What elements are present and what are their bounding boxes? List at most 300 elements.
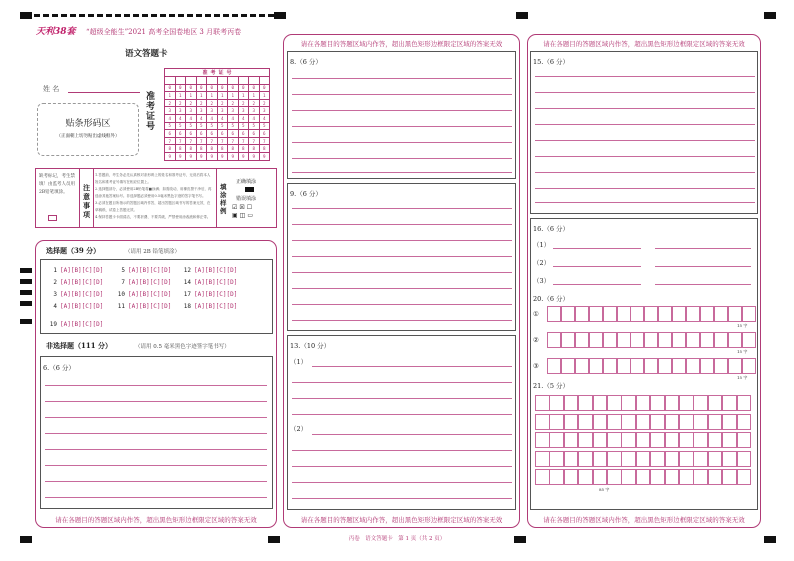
answer-line[interactable] — [535, 172, 755, 173]
answer-line[interactable] — [535, 188, 755, 189]
exam-id-bubble[interactable]: 9 — [175, 152, 186, 160]
char-box[interactable] — [607, 469, 622, 485]
char-box[interactable] — [737, 451, 752, 467]
char-box[interactable] — [547, 332, 561, 348]
exam-id-write-cell[interactable] — [207, 77, 218, 85]
answer-options[interactable]: [A][B][C][D] — [194, 267, 238, 274]
exam-id-bubble[interactable]: 5 — [196, 122, 207, 130]
answer-line[interactable] — [292, 158, 512, 159]
exam-id-bubble[interactable]: 2 — [228, 99, 239, 107]
char-box[interactable] — [722, 451, 737, 467]
char-box[interactable] — [665, 469, 680, 485]
exam-id-bubble[interactable]: 1 — [165, 92, 176, 100]
exam-id-bubble[interactable]: 8 — [259, 145, 270, 153]
exam-id-bubble[interactable]: 3 — [186, 107, 197, 115]
answer-line[interactable] — [45, 481, 267, 482]
q9-answer-box[interactable] — [287, 183, 516, 331]
exam-id-bubble[interactable]: 6 — [259, 130, 270, 138]
exam-id-bubble[interactable]: 1 — [186, 92, 197, 100]
answer-line[interactable] — [535, 108, 755, 109]
answer-line[interactable] — [45, 417, 267, 418]
exam-id-bubble[interactable]: 3 — [259, 107, 270, 115]
char-box[interactable] — [593, 414, 608, 430]
answer-options[interactable]: [A][B][C][D] — [60, 267, 104, 274]
char-box[interactable] — [575, 332, 589, 348]
answer-line[interactable] — [535, 202, 755, 203]
answer-line[interactable] — [292, 450, 512, 451]
answer-line[interactable] — [535, 92, 755, 93]
exam-id-bubble[interactable]: 7 — [186, 137, 197, 145]
char-box[interactable] — [535, 395, 550, 411]
char-box[interactable] — [578, 469, 593, 485]
char-box[interactable] — [650, 451, 665, 467]
exam-id-bubble[interactable]: 0 — [207, 84, 218, 92]
exam-id-bubble[interactable]: 7 — [165, 137, 176, 145]
exam-id-bubble[interactable]: 1 — [228, 92, 239, 100]
exam-id-bubble[interactable]: 8 — [228, 145, 239, 153]
char-box[interactable] — [630, 358, 644, 374]
char-box[interactable] — [650, 414, 665, 430]
exam-id-bubble[interactable]: 0 — [238, 84, 249, 92]
q8-answer-box[interactable] — [287, 51, 516, 179]
char-box[interactable] — [578, 432, 593, 448]
exam-id-bubble[interactable]: 6 — [196, 130, 207, 138]
choice-question[interactable] — [47, 321, 103, 328]
exam-id-bubble[interactable]: 5 — [207, 122, 218, 130]
char-box[interactable] — [636, 432, 651, 448]
answer-line[interactable] — [292, 466, 512, 467]
char-box[interactable] — [547, 306, 561, 322]
char-box[interactable] — [665, 451, 680, 467]
char-box[interactable] — [728, 306, 742, 322]
choice-question[interactable] — [181, 303, 237, 310]
exam-id-bubble[interactable]: 9 — [217, 152, 228, 160]
char-box[interactable] — [564, 395, 579, 411]
exam-id-bubble[interactable]: 0 — [249, 84, 260, 92]
exam-id-bubble[interactable]: 7 — [196, 137, 207, 145]
exam-id-bubble[interactable]: 1 — [249, 92, 260, 100]
answer-options[interactable]: [A][B][C][D] — [194, 279, 238, 286]
exam-id-bubble[interactable]: 2 — [249, 99, 260, 107]
char-box[interactable] — [742, 306, 756, 322]
char-box[interactable] — [564, 451, 579, 467]
char-box[interactable] — [714, 358, 728, 374]
exam-id-bubble[interactable]: 6 — [217, 130, 228, 138]
exam-id-bubble[interactable]: 7 — [259, 137, 270, 145]
exam-id-write-cell[interactable] — [217, 77, 228, 85]
exam-id-bubble[interactable]: 1 — [259, 92, 270, 100]
char-box[interactable] — [535, 414, 550, 430]
exam-id-bubble[interactable]: 2 — [165, 99, 176, 107]
char-box[interactable] — [693, 395, 708, 411]
char-box[interactable] — [650, 469, 665, 485]
absent-checkbox[interactable] — [48, 215, 57, 221]
exam-id-bubble[interactable]: 0 — [196, 84, 207, 92]
char-box[interactable] — [672, 358, 686, 374]
answer-options[interactable]: [A][B][C][D] — [60, 321, 104, 328]
exam-id-bubble[interactable]: 4 — [175, 114, 186, 122]
q16-to-21-answer-box[interactable] — [530, 218, 758, 510]
char-box[interactable] — [621, 432, 636, 448]
exam-id-bubble[interactable]: 9 — [238, 152, 249, 160]
exam-id-write-cell[interactable] — [228, 77, 239, 85]
char-box[interactable] — [665, 395, 680, 411]
char-box[interactable] — [603, 332, 617, 348]
answer-line[interactable] — [535, 156, 755, 157]
char-box[interactable] — [593, 469, 608, 485]
char-box[interactable] — [575, 306, 589, 322]
answer-line[interactable] — [553, 284, 641, 285]
answer-line[interactable] — [655, 284, 751, 285]
exam-id-bubble[interactable]: 4 — [165, 114, 176, 122]
choice-question[interactable] — [47, 291, 103, 298]
name-field[interactable] — [68, 92, 140, 93]
char-box[interactable] — [607, 451, 622, 467]
exam-id-bubble[interactable]: 3 — [249, 107, 260, 115]
char-box[interactable] — [561, 306, 575, 322]
char-box[interactable] — [603, 358, 617, 374]
exam-id-bubble[interactable]: 5 — [175, 122, 186, 130]
char-box[interactable] — [672, 332, 686, 348]
exam-id-write-cell[interactable] — [165, 77, 176, 85]
exam-id-bubble[interactable]: 9 — [228, 152, 239, 160]
char-box[interactable] — [575, 358, 589, 374]
char-box[interactable] — [742, 332, 756, 348]
char-box[interactable] — [665, 414, 680, 430]
answer-line[interactable] — [292, 482, 512, 483]
char-box[interactable] — [700, 332, 714, 348]
exam-id-bubble[interactable]: 5 — [238, 122, 249, 130]
choice-question[interactable] — [115, 279, 171, 286]
answer-line[interactable] — [655, 266, 751, 267]
char-box[interactable] — [564, 414, 579, 430]
exam-id-bubble[interactable]: 5 — [228, 122, 239, 130]
char-box[interactable] — [564, 432, 579, 448]
answer-line[interactable] — [292, 414, 512, 415]
char-box[interactable] — [617, 358, 631, 374]
exam-id-write-cell[interactable] — [186, 77, 197, 85]
answer-line[interactable] — [45, 433, 267, 434]
char-box[interactable] — [630, 332, 644, 348]
choice-question[interactable] — [47, 267, 103, 274]
char-box[interactable] — [650, 432, 665, 448]
exam-id-bubble[interactable]: 8 — [196, 145, 207, 153]
answer-line[interactable] — [292, 256, 512, 257]
exam-id-bubble[interactable]: 6 — [186, 130, 197, 138]
char-box[interactable] — [561, 358, 575, 374]
char-box[interactable] — [549, 395, 564, 411]
answer-options[interactable]: [A][B][C][D] — [60, 279, 104, 286]
choice-question[interactable] — [47, 279, 103, 286]
answer-line[interactable] — [292, 382, 512, 383]
char-box[interactable] — [607, 395, 622, 411]
answer-line[interactable] — [292, 208, 512, 209]
char-box[interactable] — [630, 306, 644, 322]
exam-id-bubble[interactable]: 1 — [217, 92, 228, 100]
char-box[interactable] — [535, 432, 550, 448]
char-box[interactable] — [636, 414, 651, 430]
char-box[interactable] — [644, 306, 658, 322]
exam-id-write-cell[interactable] — [249, 77, 260, 85]
exam-id-bubble[interactable]: 3 — [228, 107, 239, 115]
answer-options[interactable]: [A][B][C][D] — [128, 279, 172, 286]
answer-options[interactable]: [A][B][C][D] — [194, 291, 238, 298]
answer-line[interactable] — [292, 398, 512, 399]
char-box[interactable] — [621, 395, 636, 411]
char-box[interactable] — [578, 395, 593, 411]
char-box[interactable] — [578, 414, 593, 430]
exam-id-bubble[interactable]: 2 — [196, 99, 207, 107]
char-box[interactable] — [686, 306, 700, 322]
char-box[interactable] — [607, 432, 622, 448]
answer-line[interactable] — [312, 366, 512, 367]
exam-id-bubble[interactable]: 5 — [186, 122, 197, 130]
char-box[interactable] — [589, 306, 603, 322]
exam-id-bubble[interactable]: 7 — [238, 137, 249, 145]
answer-line[interactable] — [312, 434, 512, 435]
q15-answer-box[interactable] — [530, 51, 758, 214]
char-box[interactable] — [593, 451, 608, 467]
char-box[interactable] — [644, 332, 658, 348]
exam-id-bubble[interactable]: 9 — [196, 152, 207, 160]
char-box[interactable] — [686, 332, 700, 348]
exam-id-bubble[interactable]: 6 — [238, 130, 249, 138]
exam-id-bubble[interactable]: 6 — [207, 130, 218, 138]
char-box[interactable] — [693, 414, 708, 430]
answer-line[interactable] — [292, 272, 512, 273]
char-box[interactable] — [593, 432, 608, 448]
exam-id-bubble[interactable]: 3 — [217, 107, 228, 115]
exam-id-write-cell[interactable] — [175, 77, 186, 85]
choice-question[interactable] — [47, 303, 103, 310]
exam-id-bubble[interactable]: 4 — [217, 114, 228, 122]
answer-line[interactable] — [292, 224, 512, 225]
choice-question[interactable] — [181, 279, 237, 286]
choice-question[interactable] — [115, 267, 171, 274]
exam-id-bubble[interactable]: 3 — [165, 107, 176, 115]
exam-id-bubble[interactable]: 4 — [228, 114, 239, 122]
char-box[interactable] — [679, 469, 694, 485]
exam-id-bubble[interactable]: 4 — [186, 114, 197, 122]
answer-line[interactable] — [292, 126, 512, 127]
char-box[interactable] — [607, 414, 622, 430]
answer-line[interactable] — [292, 172, 512, 173]
answer-line[interactable] — [45, 449, 267, 450]
char-box[interactable] — [578, 451, 593, 467]
answer-line[interactable] — [535, 124, 755, 125]
answer-line[interactable] — [292, 110, 512, 111]
exam-id-bubble[interactable]: 8 — [165, 145, 176, 153]
exam-id-write-cell[interactable] — [238, 77, 249, 85]
choice-question[interactable] — [115, 291, 171, 298]
exam-id-bubble[interactable]: 6 — [228, 130, 239, 138]
char-box[interactable] — [549, 451, 564, 467]
exam-id-bubble[interactable]: 1 — [238, 92, 249, 100]
q13-answer-box[interactable] — [287, 335, 516, 510]
answer-options[interactable]: [A][B][C][D] — [194, 303, 238, 310]
answer-line[interactable] — [45, 385, 267, 386]
exam-id-bubble[interactable]: 2 — [259, 99, 270, 107]
char-box[interactable] — [737, 395, 752, 411]
answer-line[interactable] — [292, 94, 512, 95]
char-box[interactable] — [679, 451, 694, 467]
char-box[interactable] — [621, 451, 636, 467]
exam-id-bubble[interactable]: 3 — [175, 107, 186, 115]
exam-id-bubble[interactable]: 7 — [217, 137, 228, 145]
answer-options[interactable]: [A][B][C][D] — [60, 291, 104, 298]
char-box[interactable] — [658, 358, 672, 374]
exam-id-bubble[interactable]: 6 — [249, 130, 260, 138]
q6-answer-box[interactable] — [40, 356, 273, 509]
char-box[interactable] — [617, 332, 631, 348]
char-box[interactable] — [561, 332, 575, 348]
exam-id-bubble[interactable]: 0 — [165, 84, 176, 92]
exam-id-bubble[interactable]: 4 — [238, 114, 249, 122]
exam-id-bubble[interactable]: 8 — [207, 145, 218, 153]
exam-id-bubble[interactable]: 0 — [186, 84, 197, 92]
char-box[interactable] — [742, 358, 756, 374]
exam-id-bubble[interactable]: 5 — [165, 122, 176, 130]
char-box[interactable] — [722, 414, 737, 430]
exam-id-bubble[interactable]: 4 — [196, 114, 207, 122]
answer-line[interactable] — [45, 497, 267, 498]
exam-id-bubble[interactable]: 2 — [238, 99, 249, 107]
char-box[interactable] — [672, 306, 686, 322]
exam-id-bubble[interactable]: 7 — [249, 137, 260, 145]
exam-id-bubble[interactable]: 0 — [228, 84, 239, 92]
answer-line[interactable] — [292, 240, 512, 241]
answer-line[interactable] — [292, 288, 512, 289]
char-box[interactable] — [722, 469, 737, 485]
char-box[interactable] — [547, 358, 561, 374]
exam-id-bubble[interactable]: 9 — [186, 152, 197, 160]
char-box[interactable] — [589, 358, 603, 374]
char-box[interactable] — [621, 414, 636, 430]
char-box[interactable] — [708, 432, 723, 448]
exam-id-bubble[interactable]: 0 — [259, 84, 270, 92]
char-box[interactable] — [679, 432, 694, 448]
answer-line[interactable] — [45, 465, 267, 466]
char-box[interactable] — [679, 395, 694, 411]
exam-id-bubble[interactable]: 8 — [175, 145, 186, 153]
answer-line[interactable] — [655, 248, 751, 249]
char-box[interactable] — [686, 358, 700, 374]
exam-id-bubble[interactable]: 3 — [196, 107, 207, 115]
exam-id-bubble[interactable]: 2 — [207, 99, 218, 107]
char-box[interactable] — [700, 306, 714, 322]
char-box[interactable] — [722, 395, 737, 411]
choice-question[interactable] — [181, 267, 237, 274]
answer-options[interactable]: [A][B][C][D] — [128, 267, 172, 274]
answer-line[interactable] — [553, 248, 641, 249]
exam-id-bubble[interactable]: 9 — [207, 152, 218, 160]
char-box[interactable] — [535, 469, 550, 485]
exam-id-bubble[interactable]: 8 — [217, 145, 228, 153]
char-box[interactable] — [679, 414, 694, 430]
exam-id-bubble[interactable]: 5 — [249, 122, 260, 130]
answer-options[interactable]: [A][B][C][D] — [60, 303, 104, 310]
char-box[interactable] — [636, 451, 651, 467]
char-box[interactable] — [714, 332, 728, 348]
char-box[interactable] — [636, 469, 651, 485]
exam-id-write-cell[interactable] — [196, 77, 207, 85]
char-box[interactable] — [700, 358, 714, 374]
char-box[interactable] — [658, 306, 672, 322]
answer-line[interactable] — [292, 320, 512, 321]
char-box[interactable] — [665, 432, 680, 448]
exam-id-bubble[interactable]: 7 — [207, 137, 218, 145]
char-box[interactable] — [650, 395, 665, 411]
char-box[interactable] — [708, 451, 723, 467]
exam-id-bubble[interactable]: 8 — [249, 145, 260, 153]
char-box[interactable] — [714, 306, 728, 322]
char-box[interactable] — [728, 358, 742, 374]
answer-line[interactable] — [292, 78, 512, 79]
char-box[interactable] — [535, 451, 550, 467]
char-box[interactable] — [693, 451, 708, 467]
exam-id-write-cell[interactable] — [259, 77, 270, 85]
char-box[interactable] — [617, 306, 631, 322]
exam-id-bubble[interactable]: 1 — [175, 92, 186, 100]
exam-id-bubble[interactable]: 0 — [175, 84, 186, 92]
exam-id-bubble[interactable]: 9 — [165, 152, 176, 160]
answer-line[interactable] — [292, 498, 512, 499]
char-box[interactable] — [722, 432, 737, 448]
exam-id-bubble[interactable]: 9 — [249, 152, 260, 160]
choice-question[interactable] — [115, 303, 171, 310]
char-box[interactable] — [549, 469, 564, 485]
exam-id-bubble[interactable]: 5 — [259, 122, 270, 130]
answer-line[interactable] — [292, 142, 512, 143]
exam-id-bubble[interactable]: 4 — [259, 114, 270, 122]
char-box[interactable] — [708, 414, 723, 430]
exam-id-bubble[interactable]: 6 — [175, 130, 186, 138]
char-box[interactable] — [708, 469, 723, 485]
char-box[interactable] — [728, 332, 742, 348]
exam-id-bubble[interactable]: 1 — [207, 92, 218, 100]
exam-id-bubble[interactable]: 7 — [175, 137, 186, 145]
char-box[interactable] — [593, 395, 608, 411]
char-box[interactable] — [737, 432, 752, 448]
exam-id-bubble[interactable]: 8 — [238, 145, 249, 153]
char-box[interactable] — [549, 414, 564, 430]
exam-id-bubble[interactable]: 3 — [207, 107, 218, 115]
exam-id-bubble[interactable]: 7 — [228, 137, 239, 145]
exam-id-bubble[interactable]: 2 — [175, 99, 186, 107]
exam-id-bubble[interactable]: 5 — [217, 122, 228, 130]
char-box[interactable] — [693, 469, 708, 485]
char-box[interactable] — [603, 306, 617, 322]
char-box[interactable] — [644, 358, 658, 374]
exam-id-bubble[interactable]: 9 — [259, 152, 270, 160]
char-box[interactable] — [549, 432, 564, 448]
char-box[interactable] — [589, 332, 603, 348]
answer-line[interactable] — [535, 140, 755, 141]
answer-line[interactable] — [535, 76, 755, 77]
exam-id-bubble[interactable]: 2 — [186, 99, 197, 107]
choice-question[interactable] — [181, 291, 237, 298]
exam-id-bubble[interactable]: 3 — [238, 107, 249, 115]
char-box[interactable] — [708, 395, 723, 411]
exam-id-bubble[interactable]: 1 — [196, 92, 207, 100]
answer-options[interactable]: [A][B][C][D] — [128, 291, 172, 298]
char-box[interactable] — [636, 395, 651, 411]
char-box[interactable] — [621, 469, 636, 485]
exam-id-bubble[interactable]: 8 — [186, 145, 197, 153]
char-box[interactable] — [737, 469, 752, 485]
answer-line[interactable] — [553, 266, 641, 267]
answer-line[interactable] — [292, 304, 512, 305]
